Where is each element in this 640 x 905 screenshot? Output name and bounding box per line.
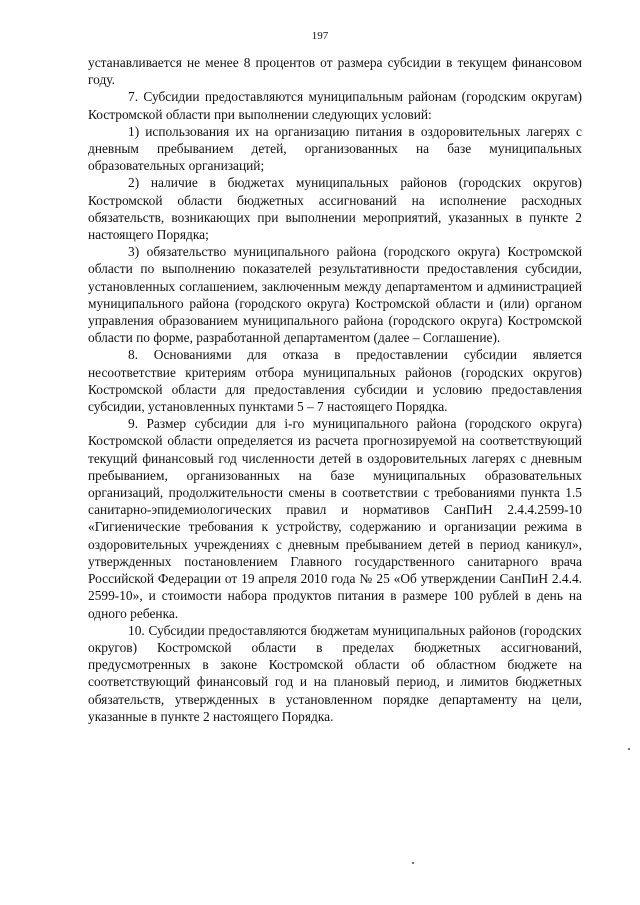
paragraph-7: 7. Субсидии предоставляются муниципальным районам (городским округам) Костромской области при выполнении следующих условий:: [88, 89, 582, 122]
paragraph-7-item-1: 1) использования их на организацию питания в оздоровительных лагерях с дневным пребыванием детей, организованных на базе муниципальных образовательных организаций;: [88, 123, 582, 174]
paragraph-continuation: устанавливается не менее 8 процентов от размера субсидии в текущем финансовом году.: [88, 55, 582, 88]
paragraph-9: 9. Размер субсидии для i-го муниципального района (городского округа) Костромской области определяется из расчета прогнозируемой на соответствующий текущий финансовый год численности детей в оздоровительных лагерях с дневным пребыванием, организованных на базе муниципальных образовательных организаций, продолжительности смены в соответствии с требованиями пункта 1.5 санитарно-эпидемиологических правил и нормативов СанПиН 2.4.4.2599-10 «Гигиенические требования к устройству, содержанию и организации режима в оздоровительных учреждениях с дневным пребыванием детей в период каникул», утвержденных постановлением Главного государственного санитарного врача Российской Федерации от 19 апреля 2010 года № 25 «Об утверждении СанПиН 2.4.4. 2599-10», и стоимости набора продуктов питания в размере 100 рублей в день на одного ребенка.: [88, 416, 582, 621]
scan-speck: [628, 748, 630, 750]
page-number: 197: [311, 30, 329, 42]
paragraph-8: 8. Основаниями для отказа в предоставлении субсидии является несоответствие критериям отбора муниципальных районов (городских округов) Костромской области для предоставления субсидии и условию предоставления субсидии, установленных пунктами 5 – 7 настоящего Порядка.: [88, 347, 582, 415]
paragraph-7-item-3: 3) обязательство муниципального района (городского округа) Костромской области по выполнению показателей результативности предоставления субсидии, установленных соглашением, заключенным между департаментом и администрацией муниципального района (городского округа) Костромской области и (или) органом управления образованием муниципального района (городского округа) Костромской области по форме, разработанной департаментом (далее – Соглашение).: [88, 244, 582, 346]
document-body: [88, 54, 582, 725]
paragraph-10: 10. Субсидии предоставляются бюджетам муниципальных районов (городских округов) Костромской области в пределах бюджетных ассигнований, предусмотренных в законе Костромской области об областном бюджете на соответствующий финансовый год и на плановый период, и лимитов бюджетных обязательств, утвержденных в установленном порядке департаменту на цели, указанные в пункте 2 настоящего Порядка.: [88, 622, 582, 724]
scan-speck: [412, 862, 414, 864]
paragraph-7-item-2: 2) наличие в бюджетах муниципальных районов (городских округов) Костромской области бюджетных ассигнований на исполнение расходных обязательств, возникающих при выполнении мероприятий, указанных в пункте 2 настоящего Порядка;: [88, 175, 582, 243]
